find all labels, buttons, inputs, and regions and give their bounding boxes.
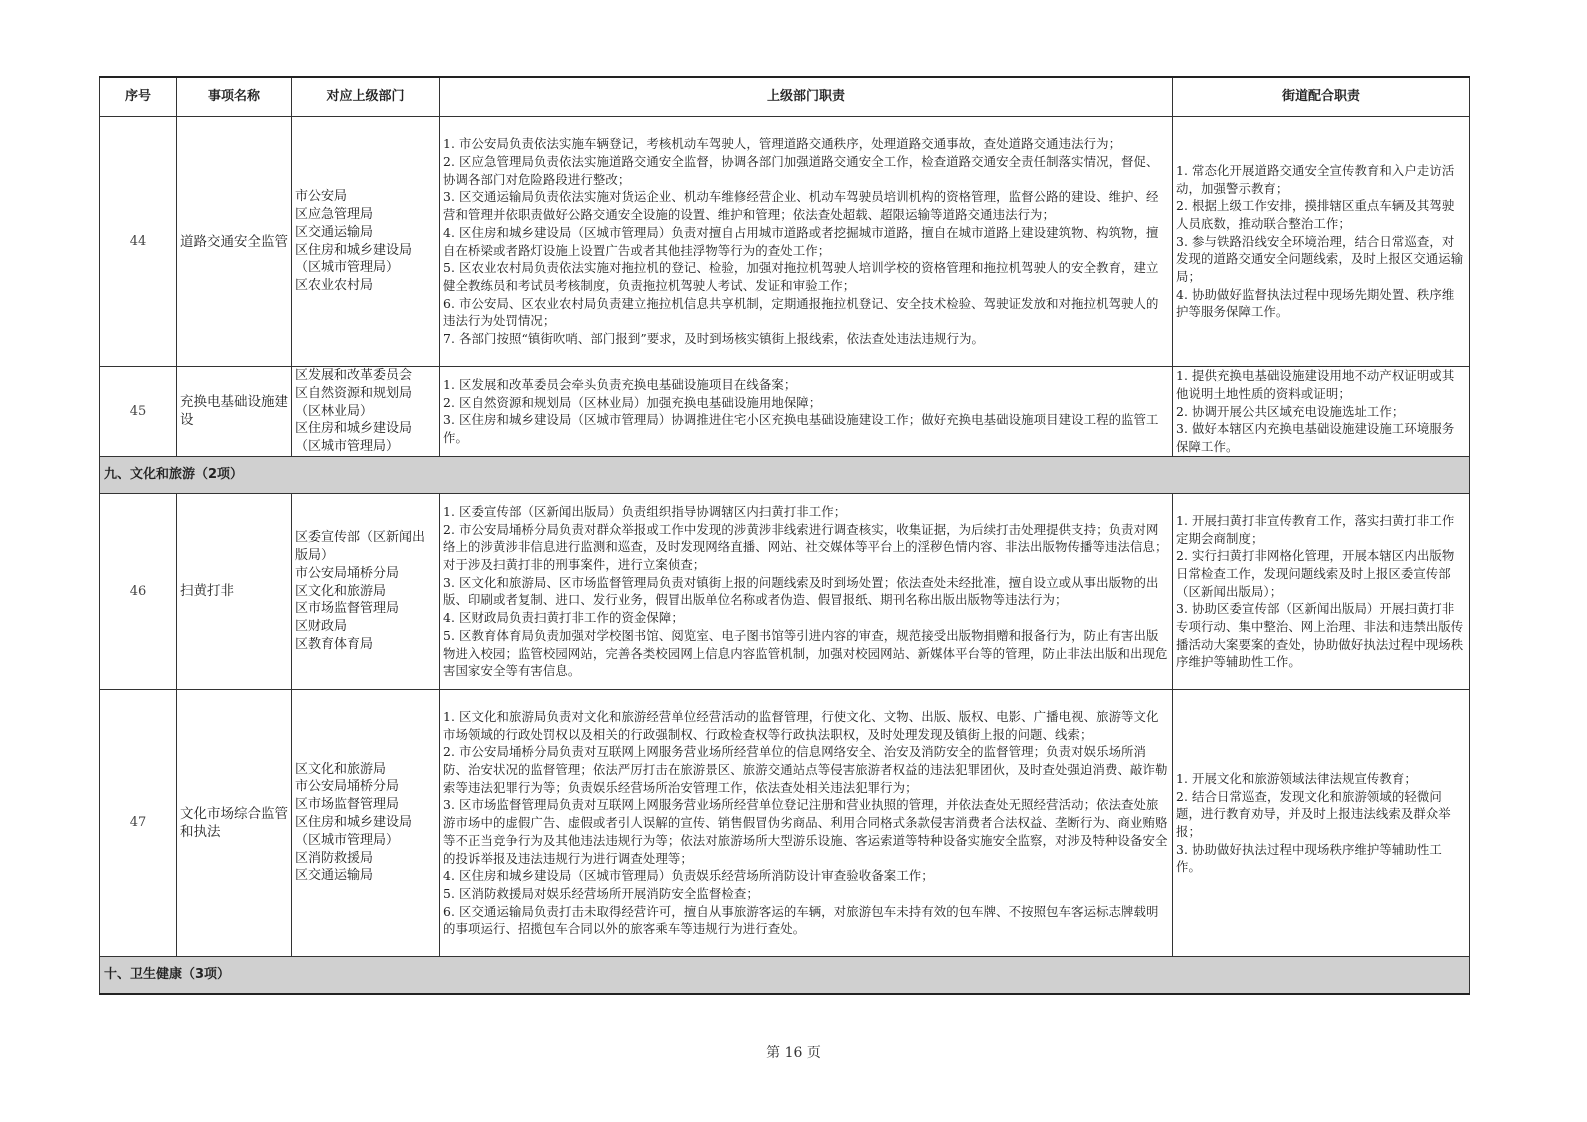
duty-item: 2. 市公安局埇桥分局负责对群众举报或工作中发现的涉黄涉非线索进行调查核实，收集证据，为后续打击处理提供支持；负责对网络上的涉黄涉非信息进行监测和巡查，及时发现网络直播、网站、社交媒体等平台上的淫秽色情内容、非法出版物传播等违法信息；对于涉及扫黄打非的刑事案件，进行立案侦查； xyxy=(443,521,1168,573)
cooperation-item: 3. 做好本辖区内充换电基础设施建设施工环境服务保障工作。 xyxy=(1176,421,1455,455)
duty-item: 2. 区应急管理局负责依法实施道路交通安全监督，协调各部门加强道路交通安全工作，检查道路交通安全责任制落实情况，督促、协调各部门对危险路段进行整改； xyxy=(443,153,1159,187)
duty-item: 4. 区住房和城乡建设局（区城市管理局）负责娱乐经营场所消防设计审查验收备案工作； xyxy=(443,868,934,884)
header-duty: 上级部门职责 xyxy=(440,77,1173,117)
section-row xyxy=(100,956,1470,994)
cooperation-item: 1. 开展扫黄打非宣传教育工作，落实扫黄打非工作定期会商制度； xyxy=(1176,512,1455,546)
dept-line: 市公安局埇桥分局 xyxy=(295,565,400,581)
cooperation-item: 2. 根据上级工作安排，摸排辖区重点车辆及其驾驶人员底数，推动联合整治工作； xyxy=(1176,198,1455,231)
dept-line: 区发展和改革委员会 xyxy=(295,368,413,383)
section-row xyxy=(100,456,1470,493)
row-number: 44 xyxy=(100,117,177,367)
table-row xyxy=(100,117,1470,367)
cooperation-item: 3. 参与铁路沿线安全环境治理，结合日常巡查，对发现的道路交通安全问题线索，及时上报区交通运输局； xyxy=(1176,233,1464,285)
page-number: 第 16 页 xyxy=(766,1045,821,1061)
dept-line: （区城市管理局） xyxy=(295,260,400,276)
duty-item: 1. 市公安局负责依法实施车辆登记，考核机动车驾驶人，管理道路交通秩序，处理道路交通事故，查处道路交通违法行为； xyxy=(443,136,1122,152)
dept-line: 区交通运输局 xyxy=(295,224,374,240)
row-number: 47 xyxy=(100,689,177,956)
duty-table xyxy=(99,76,1470,995)
duty-cell xyxy=(440,493,1173,689)
duty-item: 2. 区自然资源和规划局（区林业局）加强充换电基础设施用地保障； xyxy=(443,394,822,410)
duty-item: 6. 区交通运输局负责打击未取得经营许可，擅自从事旅游客运的车辆，对旅游包车未持有效的包车牌、不按照包车客运标志牌载明的事项运行、招揽包车合同以外的旅客乘车等违规行为进行查处。 xyxy=(443,903,1159,937)
cooperation-item: 3. 协助做好执法过程中现场秩序维护等辅助性工作。 xyxy=(1176,841,1442,875)
cooperation-item: 3. 协助区委宣传部（区新闻出版局）开展扫黄打非专项行动、集中整治、网上治理、非法和违禁出版传播活动大案要案的查处，协助做好执法过程中现场秩序维护等辅助性工作。 xyxy=(1176,601,1464,670)
dept-cell xyxy=(292,367,440,457)
dept-line: 区市场监督管理局 xyxy=(295,601,400,617)
cooperation-item: 1. 提供充换电基础设施建设用地不动产权证明或其他说明土地性质的资料或证明； xyxy=(1176,368,1455,401)
item-name: 道路交通安全监管 xyxy=(177,117,292,367)
dept-line: （区城市管理局） xyxy=(295,832,400,848)
dept-line: 区农业农村局 xyxy=(295,278,374,294)
duty-item: 1. 区委宣传部（区新闻出版局）负责组织指导协调辖区内扫黄打非工作； xyxy=(443,503,847,519)
dept-line: 区住房和城乡建设局 xyxy=(295,815,413,831)
dept-cell xyxy=(292,117,440,367)
table-header-row xyxy=(100,77,1470,117)
duty-item: 5. 区教育体育局负责加强对学校图书馆、阅览室、电子图书馆等引进内容的审查，规范接受出版物捐赠和报备行为，防止有害出版物进入校园；监管校园网站，完善各类校园网上信息内容监管机制，加强对校园网站、新媒体平台等的管理，防止非法出版和出现危害国家安全等有害信息。 xyxy=(443,627,1168,679)
dept-line: （区林业局） xyxy=(295,403,374,419)
duty-cell xyxy=(440,689,1173,956)
duty-item: 5. 区农业农村局负责依法实施对拖拉机的登记、检验，加强对拖拉机驾驶人培训学校的资格管理和拖拉机驾驶人的安全教育，建立健全教练员和考试员考核制度，负责拖拉机驾驶人考试、发证和审验工作； xyxy=(443,260,1159,293)
duty-cell xyxy=(440,367,1173,457)
duty-item: 1. 区发展和改革委员会牵头负责充换电基础设施项目在线备案； xyxy=(443,377,797,393)
cooperation-cell xyxy=(1173,117,1470,367)
cooperation-item: 4. 协助做好监督执法过程中现场先期处置、秩序维护等服务保障工作。 xyxy=(1176,286,1455,320)
duty-item: 3. 区市场监督管理局负责对互联网上网服务营业场所经营单位登记注册和营业执照的管理，并依法查处无照经营活动；依法查处旅游市场中的虚假广告、虚假或者引人误解的宣传、销售假冒伪劣商品、利用合同格式条款侵害消费者合法权益、垄断行为、商业贿赂等不正当竞争行为及其他违法违规行为等；依法对旅游场所大型游乐设施、客运索道等特种设备实施安全监察，对涉及特种设备安全的投诉举报及违法违规行为进行调查处理等； xyxy=(443,797,1168,866)
dept-line: 区应急管理局 xyxy=(295,206,374,222)
cooperation-item: 2. 结合日常巡查，发现文化和旅游领域的轻微问题，进行教育劝导，并及时上报违法线索及群众举报； xyxy=(1176,788,1451,839)
duty-item: 4. 区住房和城乡建设局（区城市管理局）负责对擅自占用城市道路或者挖掘城市道路，擅自在城市道路上建设建筑物、构筑物，擅自在桥梁或者路灯设施上设置广告或者其他挂浮物等行为的查处工作； xyxy=(443,224,1159,258)
table-row xyxy=(100,689,1470,956)
duty-item: 3. 区交通运输局负责依法实施对货运企业、机动车维修经营企业、机动车驾驶员培训机构的资格管理，监督公路的建设、维护、经营和管理并依职责做好公路交通安全设施的设置、维护和管理；依法查处超载、超限运输等道路交通违法行为； xyxy=(443,189,1159,223)
dept-line: 区住房和城乡建设局 xyxy=(295,242,413,258)
dept-line: 区住房和城乡建设局 xyxy=(295,421,413,437)
cooperation-cell xyxy=(1173,493,1470,689)
duty-item: 5. 区消防救援局对娱乐经营场所开展消防安全监督检查； xyxy=(443,885,759,901)
cooperation-item: 1. 常态化开展道路交通安全宣传教育和入户走访活动，加强警示教育； xyxy=(1176,162,1455,196)
dept-line: 市公安局 xyxy=(295,189,348,205)
dept-line: 区财政局 xyxy=(295,619,348,635)
cooperation-cell xyxy=(1173,689,1470,956)
section-title-culture: 九、文化和旅游（2项） xyxy=(100,456,1470,493)
dept-line: 区自然资源和规划局 xyxy=(295,385,413,401)
header-dept: 对应上级部门 xyxy=(292,77,440,117)
row-number: 46 xyxy=(100,493,177,689)
cooperation-item: 1. 开展文化和旅游领域法律法规宣传教育； xyxy=(1176,770,1417,786)
duty-item: 3. 区文化和旅游局、区市场监督管理局负责对镇街上报的问题线索及时到场处置；依法查处未经批准，擅自设立或从事出版物的出版、印刷或者复制、进口、发行业务，假冒出版单位名称或者伪造、假冒报纸、期刊名称出版出版物等违法行为； xyxy=(443,574,1159,608)
table-row xyxy=(100,367,1470,457)
item-name: 文化市场综合监管和执法 xyxy=(177,689,292,956)
dept-line: 区委宣传部（区新闻出版局） xyxy=(295,530,426,563)
table-row xyxy=(100,493,1470,689)
dept-line: 市公安局埇桥分局 xyxy=(295,779,400,795)
cooperation-item: 2. 实行扫黄打非网格化管理，开展本辖区内出版物日常检查工作，发现问题线索及时上报区委宣传部（区新闻出版局）； xyxy=(1176,548,1455,599)
dept-line: 区交通运输局 xyxy=(295,868,374,884)
dept-line: 区教育体育局 xyxy=(295,636,374,652)
header-name: 事项名称 xyxy=(177,77,292,117)
dept-line: 区市场监督管理局 xyxy=(295,797,400,813)
dept-line: 区文化和旅游局 xyxy=(295,761,387,777)
duty-item: 1. 区文化和旅游局负责对文化和旅游经营单位经营活动的监督管理，行使文化、文物、出版、版权、电影、广播电视、旅游等文化市场领域的行政处罚权以及相关的行政强制权、行政检查权等行政执法职权，及时处理发现及镇街上报的问题、线索； xyxy=(443,708,1159,742)
dept-line: （区城市管理局） xyxy=(295,439,400,455)
dept-line: 区文化和旅游局 xyxy=(295,583,387,599)
dept-cell xyxy=(292,689,440,956)
dept-cell xyxy=(292,493,440,689)
cooperation-item: 2. 协调开展公共区域充电设施选址工作； xyxy=(1176,403,1405,419)
duty-item: 7. 各部门按照“镇街吹哨、部门报到”要求，及时到场核实镇街上报线索，依法查处违法违规行为。 xyxy=(443,331,985,347)
section-title-health: 十、卫生健康（3项） xyxy=(100,956,1470,994)
row-number: 45 xyxy=(100,367,177,457)
header-cooperate: 街道配合职责 xyxy=(1173,77,1470,117)
header-no: 序号 xyxy=(100,77,177,117)
duty-item: 2. 市公安局埇桥分局负责对互联网上网服务营业场所经营单位的信息网络安全、治安及消防安全的监督管理；负责对娱乐场所消防、治安状况的监督管理；依法严厉打击在旅游景区、旅游交通站点等侵害旅游者权益的违法犯罪团伙，及时查处强迫消费、敲诈勒索等违法犯罪行为等；负责娱乐经营场所治安管理工作，依法查处相关违法犯罪行为； xyxy=(443,744,1168,795)
duty-item: 4. 区财政局负责扫黄打非工作的资金保障； xyxy=(443,610,684,626)
duty-item: 3. 区住房和城乡建设局（区城市管理局）协调推进住宅小区充换电基础设施建设工作；做好充换电基础设施项目建设工程的监管工作。 xyxy=(443,412,1159,446)
item-name: 扫黄打非 xyxy=(177,493,292,689)
duty-cell xyxy=(440,117,1173,367)
item-name: 充换电基础设施建设 xyxy=(177,367,292,457)
cooperation-cell xyxy=(1173,367,1470,457)
duty-item: 6. 市公安局、区农业农村局负责建立拖拉机信息共享机制，定期通报拖拉机登记、安全技术检验、驾驶证发放和对拖拉机驾驶人的违法行为处罚情况； xyxy=(443,295,1159,329)
dept-line: 区消防救援局 xyxy=(295,850,374,866)
